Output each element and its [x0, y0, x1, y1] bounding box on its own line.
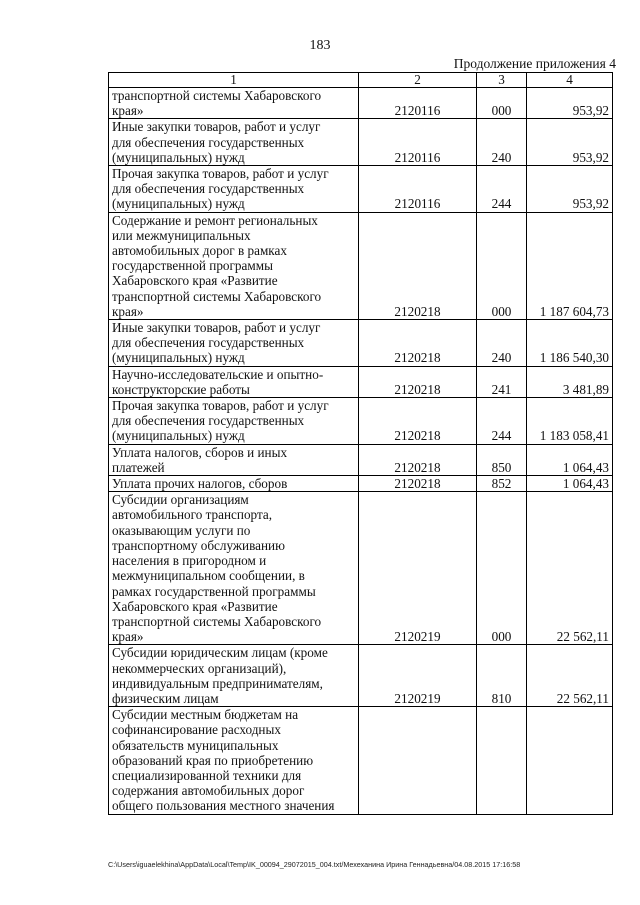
table-row [109, 320, 613, 367]
row-sum-cell: 953,92 [527, 88, 613, 119]
table-row [109, 492, 613, 645]
row-code-cell: 2120218 [359, 212, 477, 319]
row-name-cell: Прочая закупка товаров, работ и услуг для обеспечения государственных (муниципальных) нужд [109, 166, 359, 213]
table-row [109, 645, 613, 707]
row-sum-cell: 3 481,89 [527, 366, 613, 397]
row-type-cell: 244 [477, 398, 527, 445]
row-code-cell: 2120219 [359, 492, 477, 645]
row-name-cell: Иные закупки товаров, работ и услуг для обеспечения государственных (муниципальных) нужд [109, 320, 359, 367]
row-code-cell [359, 707, 477, 814]
row-code-cell: 2120218 [359, 398, 477, 445]
row-sum-cell [527, 707, 613, 814]
row-code-cell: 2120116 [359, 166, 477, 213]
row-sum-cell: 1 064,43 [527, 476, 613, 492]
row-type-cell: 241 [477, 366, 527, 397]
row-code-cell: 2120116 [359, 88, 477, 119]
table-row [109, 707, 613, 814]
row-type-cell: 240 [477, 119, 527, 166]
table-row [109, 366, 613, 397]
table-row [109, 476, 613, 492]
row-type-cell: 852 [477, 476, 527, 492]
budget-table [108, 72, 613, 815]
table-row [109, 444, 613, 475]
column-header: 1 [109, 73, 359, 88]
row-code-cell: 2120218 [359, 320, 477, 367]
row-name-cell: Уплата налогов, сборов и иных платежей [109, 444, 359, 475]
row-sum-cell: 22 562,11 [527, 492, 613, 645]
file-path-footer: C:\Users\iguaelekhina\AppData\Local\Temp\IK_00094_29072015_004.txt/Мехеханина Ирина Геннадьевна/04.08.2015 17:16:58 [108, 860, 521, 869]
table-row [109, 88, 613, 119]
row-type-cell: 850 [477, 444, 527, 475]
row-sum-cell: 1 064,43 [527, 444, 613, 475]
row-sum-cell: 22 562,11 [527, 645, 613, 707]
page-number: 183 [309, 38, 331, 53]
row-type-cell: 000 [477, 492, 527, 645]
column-header: 4 [527, 73, 613, 88]
row-sum-cell: 1 183 058,41 [527, 398, 613, 445]
row-type-cell: 810 [477, 645, 527, 707]
row-type-cell: 244 [477, 166, 527, 213]
row-sum-cell: 1 186 540,30 [527, 320, 613, 367]
row-type-cell: 000 [477, 212, 527, 319]
row-name-cell: Субсидии организациям автомобильного транспорта, оказывающим услуги по транспортному обслуживанию населения в пригородном и межмуниципальном сообщении, в рамках государственной программы Хабаровского края «Развитие транспортной системы Хабаровского края» [109, 492, 359, 645]
row-type-cell: 240 [477, 320, 527, 367]
row-code-cell: 2120218 [359, 366, 477, 397]
row-code-cell: 2120219 [359, 645, 477, 707]
row-type-cell: 000 [477, 88, 527, 119]
row-type-cell [477, 707, 527, 814]
table-row [109, 398, 613, 445]
row-code-cell: 2120218 [359, 444, 477, 475]
row-name-cell: Прочая закупка товаров, работ и услуг для обеспечения государственных (муниципальных) нужд [109, 398, 359, 445]
row-name-cell: Иные закупки товаров, работ и услуг для обеспечения государственных (муниципальных) нужд [109, 119, 359, 166]
continuation-note: Продолжение приложения 4 [453, 56, 616, 71]
column-header: 2 [359, 73, 477, 88]
table-row [109, 119, 613, 166]
row-code-cell: 2120116 [359, 119, 477, 166]
table-row [109, 166, 613, 213]
row-name-cell: Субсидии юридическим лицам (кроме некоммерческих организаций), индивидуальным предпринимателям, физическим лицам [109, 645, 359, 707]
row-name-cell: Научно-исследовательские и опытно- конструкторские работы [109, 366, 359, 397]
table-row [109, 212, 613, 319]
row-name-cell: Уплата прочих налогов, сборов [109, 476, 359, 492]
row-sum-cell: 953,92 [527, 119, 613, 166]
row-sum-cell: 953,92 [527, 166, 613, 213]
row-name-cell: Содержание и ремонт региональных или межмуниципальных автомобильных дорог в рамках государственной программы Хабаровского края «Развитие транспортной системы Хабаровского края» [109, 212, 359, 319]
row-code-cell: 2120218 [359, 476, 477, 492]
row-sum-cell: 1 187 604,73 [527, 212, 613, 319]
table-header-row [109, 73, 613, 88]
row-name-cell: Субсидии местным бюджетам на софинансирование расходных обязательств муниципальных образований края по приобретению специализированной техники для содержания автомобильных дорог общего пользования местного значения [109, 707, 359, 814]
row-name-cell: транспортной системы Хабаровского края» [109, 88, 359, 119]
column-header: 3 [477, 73, 527, 88]
